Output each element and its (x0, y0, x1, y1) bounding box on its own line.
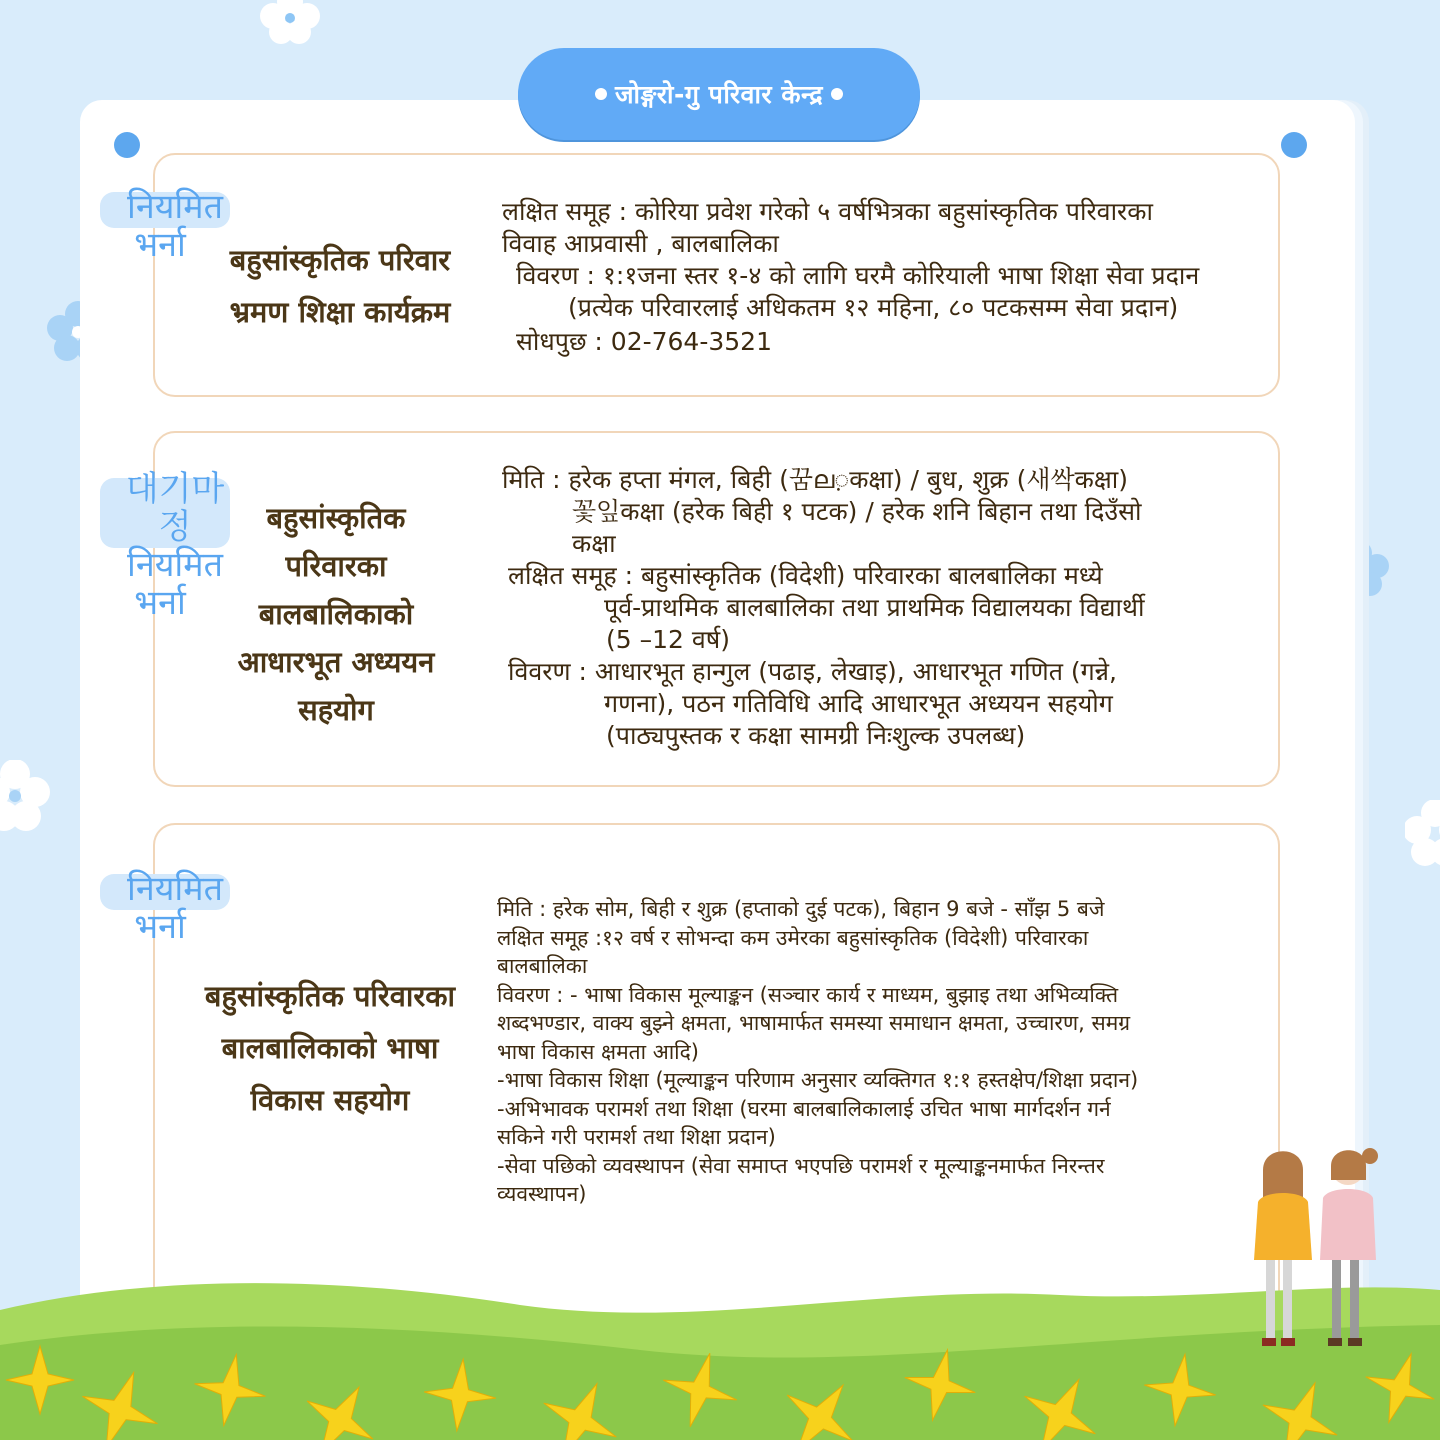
program-title (160, 970, 500, 1126)
grass-hill-illustration (0, 1270, 1440, 1440)
enrollment-badge (110, 188, 240, 264)
detail-line: -भाषा विकास शिक्षा (मूल्याङ्कन परिणाम अनुसार व्यक्तिगत १:१ हस्तक्षेप/शिक्षा प्रदान) (497, 1068, 1139, 1092)
detail-line: मिति : हरेक हप्ता मंगल, बिही (꿈ല़कक्षा) / बुध, शुक्र (새싹कक्षा) (502, 465, 1128, 494)
program-title-line: विकास सहयोग (250, 1083, 410, 1117)
detail-line: (पाठ्यपुस्तक र कक्षा सामग्री निःशुल्क उपलब्ध) (606, 721, 1026, 750)
bullet-dot-icon (831, 88, 843, 100)
flower-icon (255, 0, 325, 50)
program-details (497, 895, 1138, 1209)
detail-line: विवाह आप्रवासी , बालबालिका (502, 229, 779, 258)
bullet-dot-icon (595, 88, 607, 100)
detail-line: (प्रत्येक परिवारलाई अधिकतम १२ महिना, ८० पटकसम्म सेवा प्रदान) (568, 293, 1179, 322)
detail-line: लक्षित समूह :१२ वर्ष र सोभन्दा कम उमेरका बहुसांस्कृतिक (विदेशी) परिवारका (497, 925, 1089, 950)
contact-line: सोधपुछ : 02-764-3521 (516, 327, 772, 356)
enrollment-badge (110, 470, 240, 622)
program-title-line: बालबालिकाको भाषा (221, 1031, 439, 1065)
detail-line: भाषा विकास क्षमता आदि) (497, 1039, 699, 1064)
program-title-line: भ्रमण शिक्षा कार्यक्रम (229, 295, 451, 329)
badge-line: भर्ना (134, 225, 186, 265)
detail-line: गणना), पठन गतिविधि आदि आधारभूत अध्ययन सहयोग (604, 689, 1113, 718)
detail-line: कक्षा (572, 529, 616, 558)
program-title-line: बालबालिकाको (258, 597, 414, 631)
badge-line: नियमित (127, 545, 223, 585)
page-title (518, 48, 920, 140)
detail-line: मिति : हरेक सोम, बिही र शुक्र (हप्ताको दुई पटक), बिहान 9 बजे - साँझ 5 बजे (497, 897, 1105, 921)
badge-line: नियमित (127, 187, 223, 227)
pin-icon (114, 132, 140, 158)
program-title-line: आधारभूत अध्ययन (237, 645, 435, 679)
badge-line: 대기마정 (125, 469, 225, 547)
detail-line: सकिने गरी परामर्श तथा शिक्षा प्रदान) (497, 1125, 776, 1149)
detail-line: बालबालिका (497, 954, 588, 978)
badge-line: नियमित (127, 869, 223, 909)
detail-line: लक्षित समूह : बहुसांस्कृतिक (विदेशी) परिवारका बालबालिका मध्ये (508, 561, 1103, 590)
two-people-illustration (1238, 1140, 1388, 1360)
detail-line: 꽃잎कक्षा (हरेक बिही १ पटक) / हरेक शनि बिहान तथा दिउँसो (572, 497, 1142, 526)
detail-line: लक्षित समूह : कोरिया प्रवेश गरेको ५ वर्षभित्रका बहुसांस्कृतिक परिवारका (502, 197, 1153, 226)
detail-line: -अभिभावक परामर्श तथा शिक्षा (घरमा बालबालिकालाई उचित भाषा मार्गदर्शन गर्न (497, 1096, 1111, 1121)
badge-line: भर्ना (134, 583, 186, 623)
detail-line: व्यवस्थापन) (497, 1182, 587, 1206)
program-title-line: बहुसांस्कृतिक परिवारका (204, 979, 456, 1013)
page-title-text: जोङ्गरो-गु परिवार केन्द्र (614, 80, 824, 109)
pin-icon (1281, 132, 1307, 158)
program-title-line: सहयोग (298, 693, 374, 727)
program-details (502, 196, 1199, 358)
flower-icon (0, 760, 50, 840)
badge-line: भर्ना (134, 907, 186, 947)
detail-line: विवरण : १:१जना स्तर १-४ को लागि घरमै कोरियाली भाषा शिक्षा सेवा प्रदान (516, 261, 1200, 290)
program-title-line: बहुसांस्कृतिक (266, 501, 406, 535)
detail-line: विवरण : आधारभूत हान्गुल (पढाइ, लेखाइ), आधारभूत गणित (गन्ने, (508, 657, 1117, 686)
detail-line: (5 –12 वर्ष) (606, 625, 730, 654)
detail-line: विवरण : - भाषा विकास मूल्याङ्कन (सञ्चार कार्य र माध्यम, बुझाइ तथा अभिव्यक्ति (497, 982, 1119, 1007)
enrollment-badge (110, 870, 240, 946)
detail-line: शब्दभण्डार, वाक्य बुझ्ने क्षमता, भाषामार्फत समस्या समाधान क्षमता, उच्चारण, समग्र (497, 1011, 1131, 1035)
detail-line: पूर्व-प्राथमिक बालबालिका तथा प्राथमिक विद्यालयका विद्यार्थी (604, 593, 1145, 622)
program-title-line: बहुसांस्कृतिक परिवार (229, 243, 451, 277)
program-title-line: परिवारका (285, 549, 387, 583)
flower-icon (1405, 800, 1440, 870)
detail-line: -सेवा पछिको व्यवस्थापन (सेवा समाप्त भएपछि परामर्श र मूल्याङ्कनमार्फत निरन्तर (497, 1153, 1105, 1178)
program-details (502, 464, 1144, 752)
